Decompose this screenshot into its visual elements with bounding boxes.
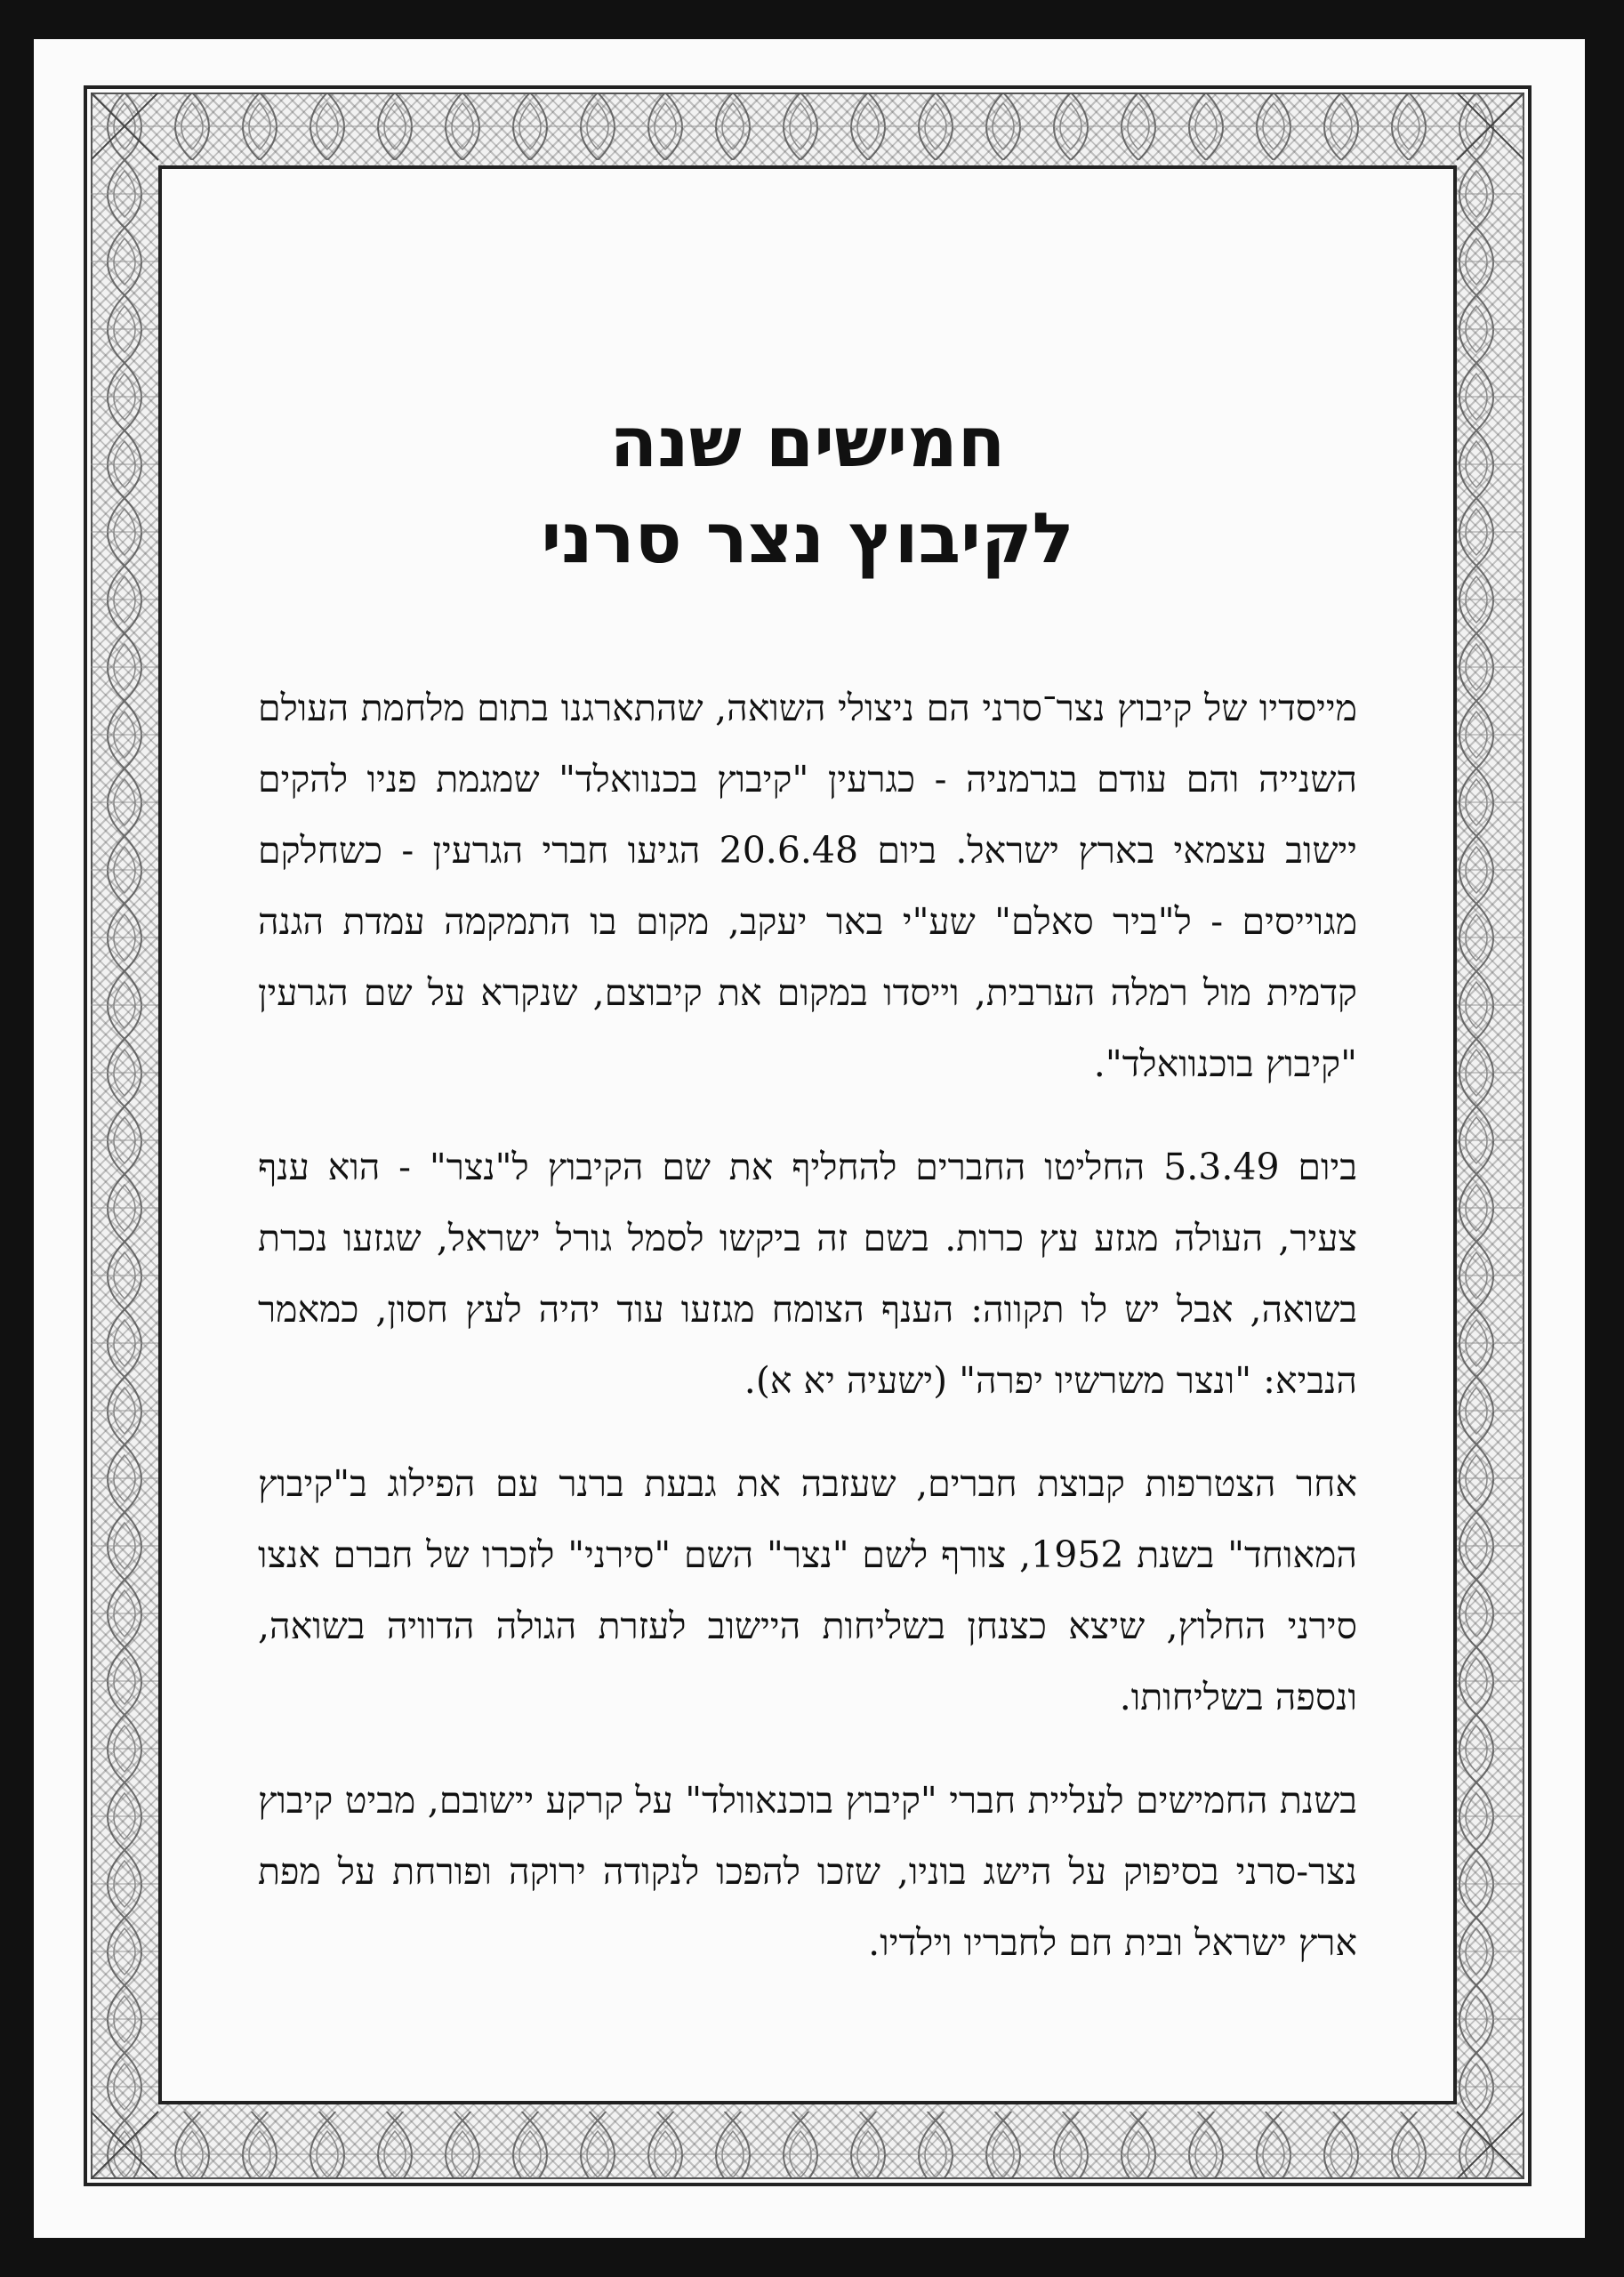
title-line: לקיבוץ נצר סרני <box>541 499 1074 579</box>
document-content <box>158 165 1457 2104</box>
body-paragraph: אחר הצטרפות קבוצת חברים, שעזבה את גבעת ברנר עם הפילוג ב"קיבוץ המאוחד" בשנת 1952, צורף לשם "נצר" השם "סירני" לזכרו של חברם אנצו סירני החלוץ, שיצא כצנחן בשליחות היישוב לעזרת הגולה הדוויה בשואה, ונספה בשליחותו. <box>258 1462 1357 1718</box>
body-paragraph: בשנת החמישים לעליית חברי "קיבוץ בוכנאוולד" על קרקע יישובם, מביט קיבוץ נצר-סרני בסיפוק על הישג בוניו, שזכו להפכו לנקודה ירוקה ופורחת על מפת ארץ ישראל ובית חם לחבריו וילדיו. <box>258 1779 1357 1964</box>
body-paragraph: מייסדיו של קיבוץ נצר־סרני הם ניצולי השואה, שהתארגנו בתום מלחמת העולם השנייה והם עודם בגרמניה - כגרעין "קיבוץ בכנוואלד" שמגמת פניו להקים יישוב עצמאי בארץ ישראל. ביום 20.6.48 הגיעו חברי הגרעין - כשחלקם מגוייסים - ל"ביר סאלם" שע"י באר יעקב, מקום בו התמקמה עמדת הגנה קדמית מול רמלה הערבית, וייסדו במקום את קיבוצם, שנקרא על שם הגרעין "קיבוץ בוכנוואלד". <box>258 687 1357 1085</box>
document-body <box>258 672 1357 1978</box>
body-paragraph: ביום 5.3.49 החליטו החברים להחליף את שם הקיבוץ ל"נצר" - הוא ענף צעיר, העולה מגזע עץ כרות. בשם זה ביקשו לסמל גורל ישראל, שגזעו נכרת בשואה, אבל יש לו תקווה: הענף הצומח מגזעו עוד יהיה לעץ חסון, כמאמר הנביא: "ונצר משרשיו יפרה" (ישעיה יא א). <box>258 1146 1357 1402</box>
paper-sheet <box>34 39 1585 2238</box>
document-title <box>258 395 1357 587</box>
title-line: חמישים שנה <box>609 403 1006 483</box>
